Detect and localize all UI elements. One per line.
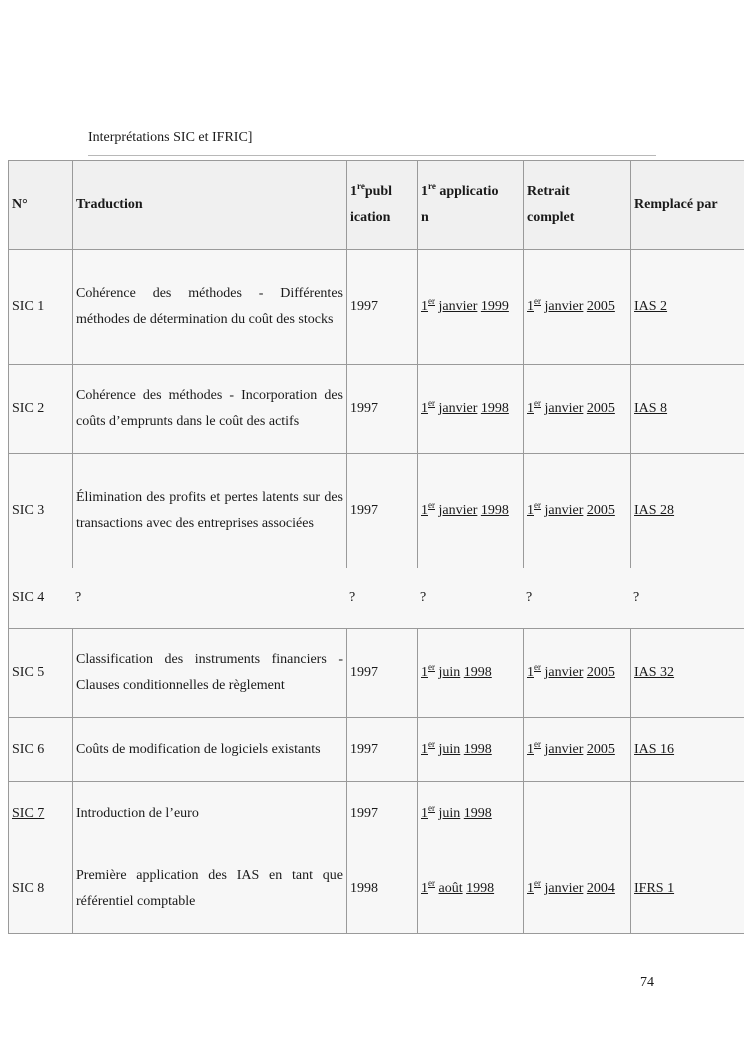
ret-year-link[interactable]: 2005 (586, 401, 615, 416)
row-retrait: 1er janvier 2005 (523, 365, 630, 453)
row-remplace (630, 718, 744, 781)
row-publication: 1997 (346, 454, 417, 568)
row-traduction: Première application des IAS en tant que référentiel comptable (72, 845, 346, 933)
row-application: 1er janvier 1999 (417, 250, 523, 364)
row-publication: 1998 (346, 845, 417, 933)
row-application: 1er août 1998 (417, 845, 523, 933)
table-row (9, 782, 744, 845)
app-year-link[interactable]: 1998 (463, 805, 492, 821)
header-remplace: Remplacé par (630, 161, 744, 249)
ret-day-link[interactable]: 1 (527, 741, 534, 757)
app-month-link[interactable]: janvier (438, 503, 478, 518)
app-rest: applicatio (435, 184, 499, 199)
app-day-link[interactable]: 1 (421, 665, 428, 680)
row-application: ? (420, 590, 427, 605)
ret-day-link[interactable]: 1 (527, 881, 534, 896)
app-day-link[interactable]: 1 (421, 503, 428, 518)
row-remplace: ? (633, 590, 640, 605)
pub-sup: re (357, 181, 365, 191)
row-application: 1er juin 1998 (417, 718, 523, 781)
row-num: SIC 2 (12, 401, 45, 416)
pub-num: 1 (350, 184, 357, 199)
app-day-link[interactable]: 1 (421, 881, 428, 896)
sic7-link[interactable]: SIC 7 (12, 805, 45, 821)
app-year-link[interactable]: 1999 (480, 299, 509, 314)
retrait-line2: complet (527, 210, 575, 225)
header-num: N° (12, 197, 28, 212)
row-num: SIC 8 (12, 881, 45, 896)
ret-month-link[interactable]: janvier (544, 299, 584, 314)
row-num: SIC 5 (12, 665, 45, 680)
ret-month-link[interactable]: janvier (544, 881, 584, 896)
row-traduction: ? (75, 590, 82, 605)
sic-interpretations-table (8, 160, 744, 934)
row-remplace (630, 454, 744, 568)
replacement-link[interactable]: IAS 32 (634, 665, 675, 680)
replacement-link[interactable]: IAS 28 (634, 503, 675, 518)
app-month-link[interactable]: juin (438, 741, 461, 757)
row-remplace (630, 250, 744, 364)
row-traduction: Introduction de l’euro (72, 782, 346, 845)
replacement-link[interactable]: IAS 16 (634, 741, 675, 757)
app-year-link[interactable]: 1998 (463, 741, 492, 757)
row-application: 1er janvier 1998 (417, 454, 523, 568)
row-retrait: 1er janvier 2005 (523, 250, 630, 364)
app-year-link[interactable]: 1998 (480, 503, 509, 518)
ret-year-link[interactable]: 2004 (586, 881, 615, 896)
table-header-row (9, 161, 744, 250)
row-publication: 1997 (346, 365, 417, 453)
row-remplace (630, 782, 744, 845)
ret-day-link[interactable]: 1 (527, 401, 534, 416)
ret-year-link[interactable]: 2005 (586, 503, 615, 518)
row-num: SIC 4 (12, 590, 45, 605)
ret-month-link[interactable]: janvier (544, 401, 584, 416)
replacement-link[interactable]: IFRS 1 (634, 881, 675, 896)
row-retrait: 1er janvier 2005 (523, 629, 630, 717)
row-retrait: 1er janvier 2005 (523, 718, 630, 781)
row-publication: 1997 (346, 250, 417, 364)
app-month-link[interactable]: janvier (438, 401, 478, 416)
row-publication: ? (349, 590, 356, 605)
row-traduction: Élimination des profits et pertes latents sur des transactions avec des entreprises associées (72, 454, 346, 568)
app-day-link[interactable]: 1 (421, 741, 428, 757)
row-traduction: Cohérence des méthodes - Différentes méthodes de détermination du coût des stocks (72, 250, 346, 364)
row-num: SIC 6 (12, 741, 45, 757)
row-publication: 1997 (346, 718, 417, 781)
page-number: 74 (640, 975, 654, 990)
row-retrait (523, 782, 630, 845)
row-remplace (630, 629, 744, 717)
table-row (9, 629, 744, 718)
header-traduction: Traduction (72, 161, 346, 249)
ret-day-link[interactable]: 1 (527, 503, 534, 518)
row-publication: 1997 (346, 629, 417, 717)
table-row (9, 845, 744, 934)
table-row (9, 718, 744, 782)
row-traduction: Classification des instruments financiers - Clauses conditionnelles de règlement (72, 629, 346, 717)
replacement-link[interactable]: IAS 2 (634, 299, 668, 314)
ret-year-link[interactable]: 2005 (586, 299, 615, 314)
app-line2: n (421, 210, 429, 225)
ret-year-link[interactable]: 2005 (586, 741, 615, 757)
ret-day-link[interactable]: 1 (527, 665, 534, 680)
row-traduction: Cohérence des méthodes - Incorporation des coûts d’emprunts dans le coût des actifs (72, 365, 346, 453)
header-first-publication (346, 161, 417, 249)
app-year-link[interactable]: 1998 (463, 665, 492, 680)
app-month-link[interactable]: juin (438, 665, 461, 680)
row-num (9, 782, 72, 845)
app-year-link[interactable]: 1998 (480, 401, 509, 416)
app-day-link[interactable]: 1 (421, 805, 428, 821)
row-remplace (630, 845, 744, 933)
row-retrait: ? (526, 590, 533, 605)
row-remplace (630, 365, 744, 453)
table-row (9, 568, 744, 629)
app-month-link[interactable]: juin (438, 805, 461, 821)
header-first-application (417, 161, 523, 249)
replacement-link[interactable]: IAS 8 (634, 401, 668, 416)
ret-month-link[interactable]: janvier (544, 741, 584, 757)
row-retrait: 1er janvier 2004 (523, 845, 630, 933)
row-num: SIC 1 (12, 299, 45, 314)
ret-month-link[interactable]: janvier (544, 665, 584, 680)
app-day-link[interactable]: 1 (421, 401, 428, 416)
app-year-link[interactable]: 1998 (466, 881, 495, 896)
section-heading: Interprétations SIC et IFRIC] (88, 130, 253, 145)
table-row (9, 365, 744, 454)
header-retrait (523, 161, 630, 249)
retrait-line1: Retrait (527, 184, 570, 199)
row-application: 1er juin 1998 (417, 629, 523, 717)
row-num: SIC 3 (12, 503, 45, 518)
ret-month-link[interactable]: janvier (544, 503, 584, 518)
app-sup: re (428, 181, 436, 191)
app-month-link[interactable]: août (438, 881, 463, 896)
ret-day-link[interactable]: 1 (527, 299, 534, 314)
row-publication: 1997 (346, 782, 417, 845)
table-row (9, 454, 744, 568)
ret-year-link[interactable]: 2005 (586, 665, 615, 680)
pub-line2: ication (350, 210, 391, 225)
app-num: 1 (421, 184, 428, 199)
app-month-link[interactable]: janvier (438, 299, 478, 314)
row-application: 1er janvier 1998 (417, 365, 523, 453)
row-traduction: Coûts de modification de logiciels existants (72, 718, 346, 781)
pub-rest: publ (364, 184, 393, 199)
heading-divider (88, 155, 656, 156)
app-day-link[interactable]: 1 (421, 299, 428, 314)
row-retrait: 1er janvier 2005 (523, 454, 630, 568)
table-row (9, 250, 744, 365)
row-application: 1er juin 1998 (417, 782, 523, 845)
